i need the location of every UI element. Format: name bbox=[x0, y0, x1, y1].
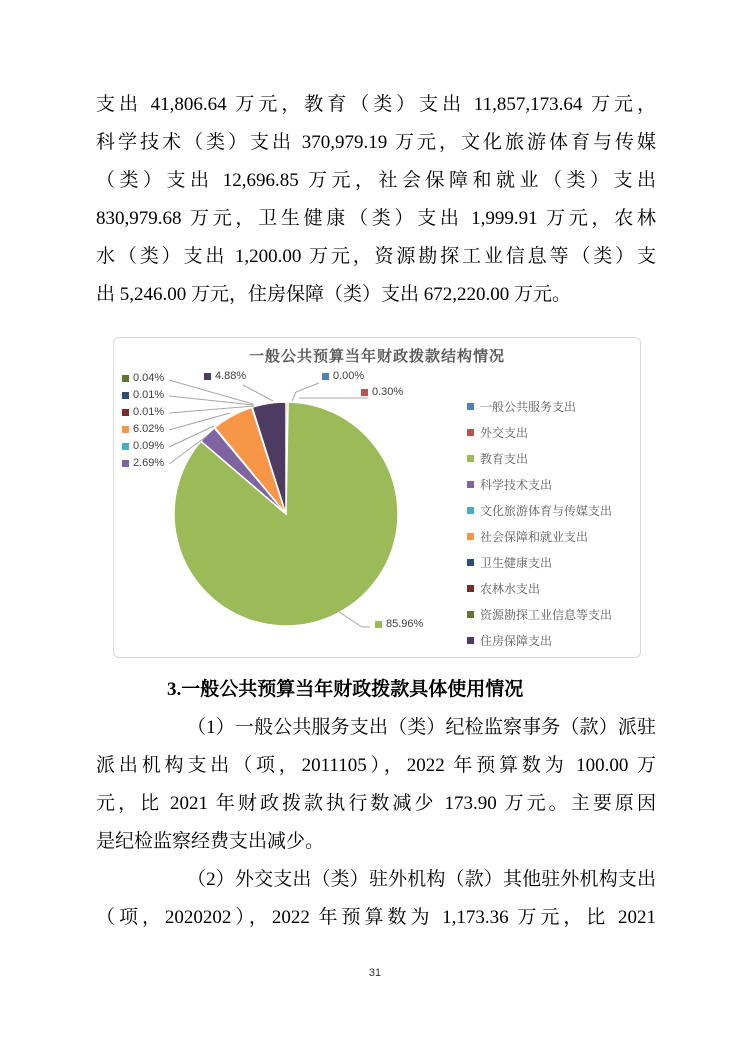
intro-line: （类）支出 12,696.85 万元，社会保障和就业（类）支出 bbox=[96, 170, 656, 191]
data-label-value: 4.88% bbox=[215, 370, 247, 382]
legend-label: 社会保障和就业支出 bbox=[480, 530, 589, 544]
data-label-value: 6.02% bbox=[133, 423, 165, 435]
pie-data-label bbox=[122, 406, 164, 418]
para-line: 元，比 2021 年财政拨款执行数减少 173.90 万元。主要原因 bbox=[96, 793, 656, 814]
legend-label: 卫生健康支出 bbox=[480, 556, 553, 570]
para-line: （2）外交支出（类）驻外机构（款）其他驻外机构支出 bbox=[187, 869, 656, 890]
pie-chart bbox=[113, 337, 641, 658]
legend-label: 住房保障支出 bbox=[480, 634, 553, 648]
data-label-value: 0.00% bbox=[333, 370, 365, 382]
legend-marker bbox=[467, 533, 474, 540]
legend-marker bbox=[467, 455, 474, 462]
legend-label: 科学技术支出 bbox=[480, 478, 553, 492]
legend-label: 教育支出 bbox=[480, 452, 529, 466]
legend-item bbox=[467, 528, 612, 545]
data-label-marker bbox=[122, 426, 129, 433]
data-label-value: 0.09% bbox=[133, 440, 165, 452]
intro-line: 出 5,246.00 万元，住房保障（类）支出 672,220.00 万元。 bbox=[96, 284, 572, 305]
pie-data-label bbox=[322, 370, 364, 382]
legend-label: 外交支出 bbox=[480, 426, 529, 440]
leader-line bbox=[336, 610, 370, 627]
legend-marker bbox=[467, 585, 474, 592]
pie-data-label bbox=[122, 389, 164, 401]
data-label-marker bbox=[122, 409, 129, 416]
intro-line: 830,979.68 万元，卫生健康（类）支出 1,999.91 万元，农林 bbox=[96, 208, 656, 229]
pie-data-label bbox=[122, 440, 164, 452]
data-label-value: 0.04% bbox=[133, 372, 165, 384]
data-label-marker bbox=[361, 389, 368, 396]
data-label-marker bbox=[122, 443, 129, 450]
page-number: 31 bbox=[368, 967, 382, 979]
data-label-value: 2.69% bbox=[133, 457, 165, 469]
leader-line bbox=[243, 385, 273, 401]
legend-marker bbox=[467, 637, 474, 644]
legend-item bbox=[467, 554, 612, 571]
intro-line: 科学技术（类）支出 370,979.19 万元，文化旅游体育与传媒 bbox=[96, 132, 656, 153]
para-line: 是纪检监察经费支出减少。 bbox=[96, 831, 325, 852]
section-block bbox=[96, 671, 656, 937]
data-label-value: 85.96% bbox=[386, 618, 424, 630]
pie-data-label bbox=[122, 423, 164, 435]
para-line: 派出机构支出（项，2011105），2022 年预算数为 100.00 万 bbox=[96, 755, 656, 776]
data-label-marker bbox=[122, 460, 129, 467]
legend-label: 农林水支出 bbox=[480, 582, 541, 596]
legend-marker bbox=[467, 403, 474, 410]
pie-data-label bbox=[122, 457, 164, 469]
data-label-marker bbox=[204, 373, 211, 380]
pie-data-label bbox=[361, 386, 403, 398]
para-line: （项，2020202），2022 年预算数为 1,173.36 万元，比 2021 bbox=[96, 907, 656, 928]
legend-label: 文化旅游体育与传媒支出 bbox=[480, 504, 613, 518]
legend-item bbox=[467, 424, 612, 441]
legend-item bbox=[467, 476, 612, 493]
legend-item bbox=[467, 580, 612, 597]
pie-data-label bbox=[122, 372, 164, 384]
legend-marker bbox=[467, 559, 474, 566]
chart-title: 一般公共预算当年财政拨款结构情况 bbox=[248, 348, 505, 365]
data-label-marker bbox=[322, 373, 329, 380]
data-label-value: 0.30% bbox=[372, 386, 404, 398]
legend-item bbox=[467, 450, 612, 467]
legend-marker bbox=[467, 507, 474, 514]
section-heading: 3.一般公共预算当年财政拨款具体使用情况 bbox=[167, 679, 524, 700]
intro-line: 支出 41,806.64 万元，教育（类）支出 11,857,173.64 万元， bbox=[96, 94, 656, 115]
data-label-value: 0.01% bbox=[133, 406, 165, 418]
pie-data-label bbox=[204, 370, 246, 382]
legend-item bbox=[467, 632, 612, 649]
data-label-marker bbox=[122, 375, 129, 382]
data-label-value: 0.01% bbox=[133, 389, 165, 401]
chart-legend bbox=[467, 398, 612, 649]
data-label-marker bbox=[375, 621, 382, 628]
legend-label: 资源勘探工业信息等支出 bbox=[480, 608, 613, 622]
intro-line: 水（类）支出 1,200.00 万元，资源勘探工业信息等（类）支 bbox=[96, 246, 656, 267]
data-label-marker bbox=[122, 392, 129, 399]
legend-marker bbox=[467, 429, 474, 436]
legend-marker bbox=[467, 481, 474, 488]
legend-marker bbox=[467, 611, 474, 618]
legend-item bbox=[467, 502, 612, 519]
intro-paragraph bbox=[96, 86, 656, 314]
pie-data-label bbox=[375, 618, 423, 630]
legend-item bbox=[467, 606, 612, 623]
legend-item bbox=[467, 398, 612, 415]
legend-label: 一般公共服务支出 bbox=[480, 400, 577, 414]
para-line: （1）一般公共服务支出（类）纪检监察事务（款）派驻 bbox=[187, 717, 656, 738]
